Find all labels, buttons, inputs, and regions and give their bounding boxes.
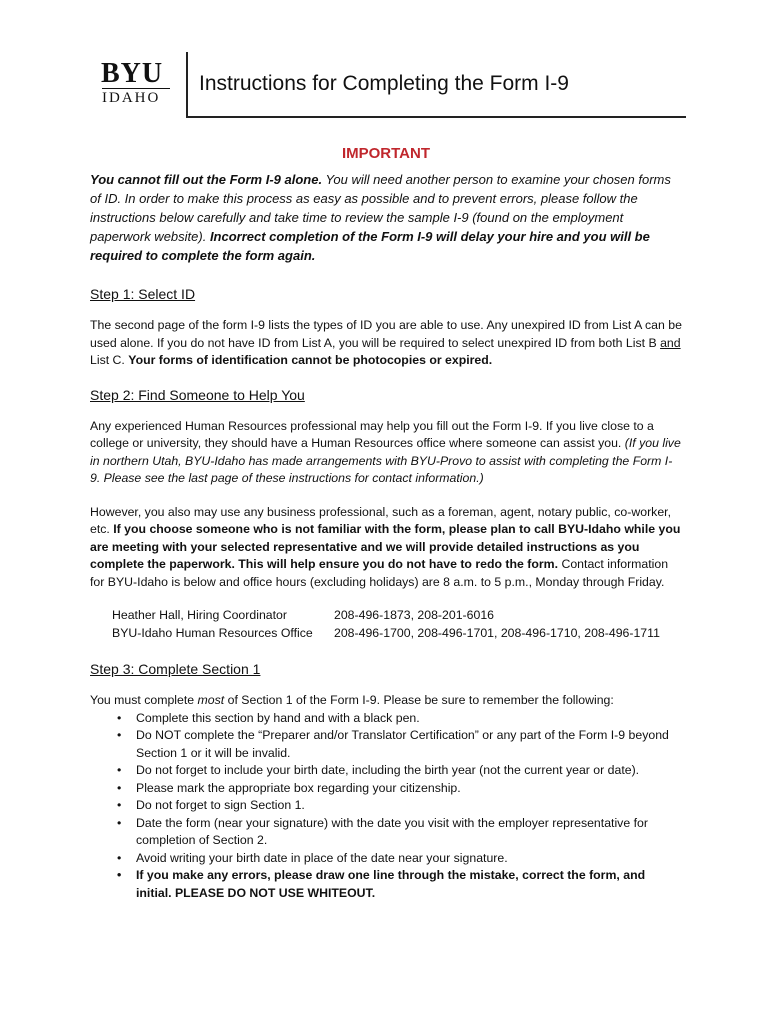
step1-and-word: and [660, 335, 681, 350]
step1-text-1: The second page of the form I-9 lists the types of ID you are able to use. Any unexpired ID from List A can be used alone. If you do not have ID from List A, you will be required to select unexpired ID from both List B [90, 318, 682, 350]
step1-heading: Step 1: Select ID [90, 286, 196, 302]
document-body [90, 144, 682, 902]
step2-p2-text-2: Contact information for BYU-Idaho is below and office hours (excluding holidays) are 8 a.m. to 5 p.m., Monday through Friday. [90, 557, 669, 589]
contact-name: BYU-Idaho Human Resources Office [112, 625, 313, 640]
step2-p2-bold: If you choose someone who is not familiar with the form, please plan to call BYU-Idaho while you are meeting with your selected representative and we will provide detailed instructions as you complete the paperwork. This will help ensure you do not have to redo the form. [90, 522, 681, 571]
contact-list [90, 607, 682, 642]
list-item [90, 797, 682, 815]
contact-name: Heather Hall, Hiring Coordinator [112, 608, 287, 622]
page-header [0, 0, 770, 120]
step3-intro-a: You must complete [90, 693, 198, 707]
header-horizontal-divider [186, 116, 686, 118]
list-item [90, 727, 682, 762]
bullet-text: Do NOT complete the “Preparer and/or Translator Certification” or any part of the Form I-9 beyond Section 1 or it will be invalid. [136, 728, 669, 760]
intro-text-1: You will need another person to examine your chosen forms of ID. In order to make this process as easy as possible and to prevent errors, please follow the instructions below carefully and take time to review the sample I-9 (found on the employment paperwork website). [90, 172, 671, 244]
step1-bold: Your forms of identification cannot be photocopies or expired. [128, 353, 493, 367]
step2-heading: Step 2: Find Someone to Help You [90, 386, 305, 403]
header-vertical-divider [186, 52, 188, 118]
intro-bold-2: Incorrect completion of the Form I-9 will delay your hire and you will be required to complete the form again. [90, 229, 650, 263]
page-title: Instructions for Completing the Form I-9 [199, 72, 569, 95]
byu-logo-bottom: IDAHO [102, 88, 170, 106]
list-item [90, 780, 682, 798]
bullet-text: Please mark the appropriate box regarding your citizenship. [136, 780, 461, 795]
bullet-icon: • [117, 798, 122, 812]
step2-p1-text: Any experienced Human Resources professional may help you fill out the Form I-9. If you live close to a college or university, they should have a Human Resources office where someone can assist you. [90, 418, 654, 450]
important-heading: IMPORTANT [341, 145, 431, 162]
bullet-icon: • [117, 850, 122, 865]
bullet-icon: • [117, 868, 122, 882]
list-item [90, 762, 682, 780]
bullet-text: Do not forget to include your birth date, including the birth year (not the current year or date). [136, 763, 640, 777]
intro-paragraph [90, 170, 682, 265]
step3-intro-b: of Section 1 of the Form I-9. Please be sure to remember the following: [224, 693, 614, 707]
bullet-text: Do not forget to sign Section 1. [136, 798, 305, 812]
byu-logo-top: BYU [101, 58, 164, 89]
step3-intro-italic: most [197, 693, 225, 707]
list-item [90, 815, 682, 850]
step1-paragraph [90, 317, 682, 370]
contact-phone: 208-496-1700, 208-496-1701, 208-496-1710, 208-496-1711 [334, 625, 660, 640]
contact-phone: 208-496-1873, 208-201-6016 [334, 608, 494, 622]
contact-row [90, 625, 682, 643]
step2-paragraph-1 [90, 418, 682, 488]
bullet-text: Complete this section by hand and with a black pen. [136, 710, 420, 725]
bullet-text: Avoid writing your birth date in place of the date near your signature. [136, 850, 508, 865]
step3-bullet-list [90, 710, 682, 903]
contact-row [90, 607, 682, 625]
step2-p2-text-1: However, you also may use any business professional, such as a foreman, agent, notary public, co-worker, etc. [90, 504, 671, 536]
step3-heading: Step 3: Complete Section 1 [90, 661, 261, 677]
bullet-icon: • [117, 815, 122, 830]
bullet-icon: • [117, 763, 122, 777]
bullet-text: Date the form (near your signature) with the date you visit with the employer representative for completion of Section 2. [136, 815, 648, 847]
list-item [90, 710, 682, 728]
bullet-icon: • [117, 780, 122, 795]
bullet-icon: • [117, 728, 122, 742]
step3-intro [90, 692, 682, 710]
list-item [90, 850, 682, 868]
bullet-icon: • [117, 710, 122, 725]
intro-bold-1: You cannot fill out the Form I-9 alone. [90, 172, 323, 187]
step2-paragraph-2 [90, 504, 682, 592]
step2-p1-italic: (If you live in northern Utah, BYU-Idaho has made arrangements with BYU-Provo to assist with completing the Form I-9. Please see the last page of these instructions for contact information.) [90, 436, 681, 485]
step1-text-2: List C. [90, 353, 129, 367]
list-item [90, 867, 682, 902]
bullet-text: If you make any errors, please draw one line through the mistake, correct the form, and initial. PLEASE DO NOT USE WHITEOUT. [136, 868, 646, 900]
